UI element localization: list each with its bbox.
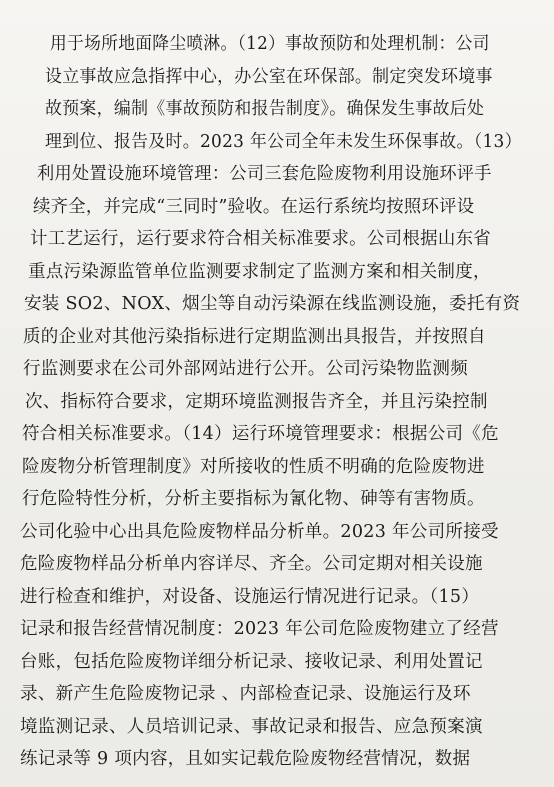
text-line: 利用处置设施环境管理：公司三套危险废物利用设施环评手 — [37, 164, 492, 184]
text-line: 次、指标符合要求，定期环境监测报告齐全，并且污染控制 — [25, 391, 488, 412]
text-line: 故预案，编制《事故预防和报告制度》。确保发生事故后处 — [45, 99, 485, 119]
text-line: 设立事故应急指挥中心，办公室在环保部。制定突发环境事 — [45, 66, 493, 87]
text-line: 续齐全，并完成“三同时”验收。在运行系统均按照环评设 — [33, 196, 475, 217]
text-line: 计工艺运行，运行要求符合相关标准要求。公司根据山东省 — [30, 229, 492, 249]
text-line: 安装 SO2、NOX、烟尘等自动污染源在线监测设施，委托有资 — [24, 294, 521, 314]
text-line: 境监测记录、人员培训记录、事故记录和报告、应急预案演 — [20, 716, 483, 737]
text-line: 用于场所地面降尘喷淋。（12）事故预防和处理机制：公司 — [50, 34, 490, 54]
text-line: 危险废物样品分析单内容详尽、齐全。公司定期对相关设施 — [20, 554, 483, 574]
text-line: 公司化验中心出具危险废物样品分析单。2023 年公司所接受 — [20, 521, 499, 542]
text-line: 行监测要求在公司外部网站进行公开。公司污染物监测频 — [23, 359, 468, 379]
text-line: 进行检查和维护，对设备、设施运行情况进行记录。（15） — [20, 586, 480, 607]
body-text — [20, 28, 540, 776]
text-line: 重点污染源监管单位监测要求制定了监测方案和相关制度， — [28, 261, 491, 282]
text-line: 记录和报告经营情况制度：2023 年公司危险废物建立了经营 — [20, 619, 499, 639]
text-line: 质的企业对其他污染指标进行定期监测出具报告，并按照自 — [23, 326, 486, 347]
text-line: 险废物分析管理制度》对所接收的性质不明确的危险废物进 — [22, 456, 485, 477]
text-line: 行危险特性分析，分析主要指标为氰化物、砷等有害物质。 — [22, 489, 485, 509]
text-line: 台账，包括危险废物详细分析记录、接收记录、利用处置记 — [20, 651, 483, 672]
text-line: 录、新产生危险废物记录 、内部检查记录、设施运行及环 — [20, 684, 471, 704]
text-line: 符合相关标准要求。（14）运行环境管理要求：根据公司《危 — [22, 424, 499, 444]
text-line: 理到位、报告及时。2023 年公司全年未发生环保事故。（13） — [45, 131, 522, 152]
text-line: 练记录等 9 项内容，且如实记载危险废物经营情况，数据 — [20, 749, 471, 769]
